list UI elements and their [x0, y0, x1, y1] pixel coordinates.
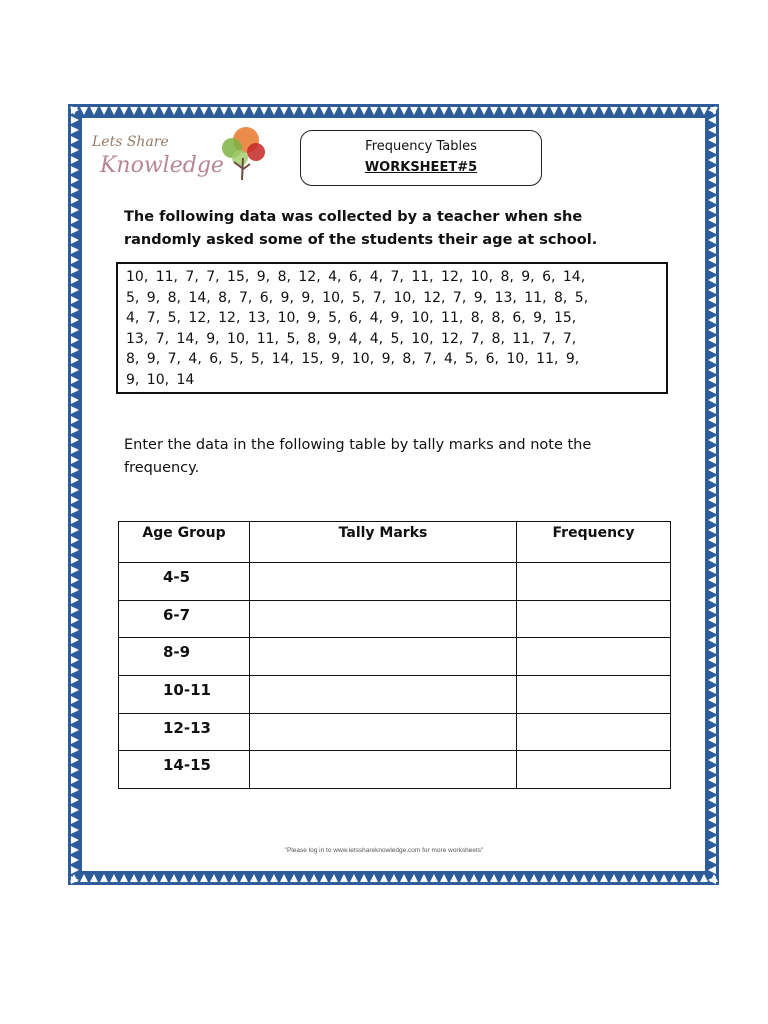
age-group-cell: 8-9: [119, 638, 250, 676]
data-line: 13, 7, 14, 9, 10, 11, 5, 8, 9, 4, 4, 5, 10, 12, 7, 8, 11, 7, 7,: [126, 330, 577, 347]
svg-text:Knowledge: Knowledge: [100, 153, 224, 178]
table-row: [119, 713, 671, 751]
age-group-cell: 10-11: [119, 675, 250, 713]
tally-cell[interactable]: [250, 751, 517, 789]
table-row: [119, 751, 671, 789]
tally-cell[interactable]: [250, 600, 517, 638]
data-line: 5, 9, 8, 14, 8, 7, 6, 9, 9, 10, 5, 7, 10, 12, 7, 9, 13, 11, 8, 5,: [126, 289, 589, 306]
logo-tree-icon: [88, 118, 288, 190]
col-header-age-group: Age Group: [119, 522, 250, 563]
frequency-cell[interactable]: [517, 713, 671, 751]
worksheet-title-box: [300, 130, 542, 186]
frequency-cell[interactable]: [517, 675, 671, 713]
age-group-cell: 6-7: [119, 600, 250, 638]
tally-cell[interactable]: [250, 675, 517, 713]
table-row: [119, 600, 671, 638]
data-box: [116, 262, 668, 394]
svg-text:Lets Share: Lets Share: [92, 134, 169, 150]
tally-cell[interactable]: [250, 563, 517, 601]
footer-note: "Please log in to www.letsshareknowledge.com for more worksheets": [284, 847, 484, 854]
task-instruction: Enter the data in the following table by tally marks and note the frequency.: [124, 437, 592, 476]
tally-cell[interactable]: [250, 638, 517, 676]
data-line: 9, 10, 14: [126, 371, 195, 388]
data-line: 8, 9, 7, 4, 6, 5, 5, 14, 15, 9, 10, 9, 8, 7, 4, 5, 6, 10, 11, 9,: [126, 351, 580, 367]
frequency-cell[interactable]: [517, 600, 671, 638]
table-row: [119, 638, 671, 676]
frequency-cell[interactable]: [517, 563, 671, 601]
data-line: 4, 7, 5, 12, 12, 13, 10, 9, 5, 6, 4, 9, 10, 11, 8, 8, 6, 9, 15,: [126, 310, 577, 326]
logo: [88, 118, 288, 190]
age-group-cell: 4-5: [119, 563, 250, 601]
tally-cell[interactable]: [250, 713, 517, 751]
age-group-cell: 12-13: [119, 713, 250, 751]
data-line: 10, 11, 7, 7, 15, 9, 8, 12, 4, 6, 4, 7, 11, 12, 10, 8, 9, 6, 14,: [126, 269, 586, 285]
table-row: [119, 563, 671, 601]
worksheet-number: WORKSHEET#5: [364, 160, 478, 175]
intro-instruction: The following data was collected by a teacher when she randomly asked some of the students their age at school.: [124, 209, 598, 248]
age-group-cell: 14-15: [119, 751, 250, 789]
table-header-row: [119, 522, 671, 563]
col-header-tally-marks: Tally Marks: [250, 522, 517, 563]
col-header-frequency: Frequency: [517, 522, 671, 563]
frequency-cell[interactable]: [517, 638, 671, 676]
frequency-cell[interactable]: [517, 751, 671, 789]
frequency-table: [118, 521, 671, 789]
worksheet-title: Frequency Tables: [365, 139, 477, 154]
table-row: [119, 675, 671, 713]
